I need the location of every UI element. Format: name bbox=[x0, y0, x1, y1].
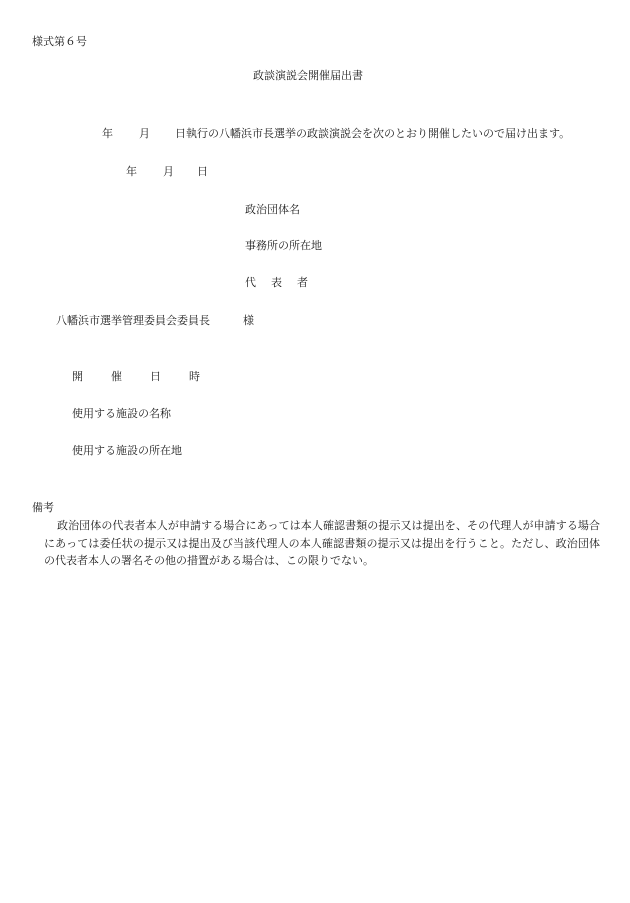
representative-label: 代 表 者 bbox=[245, 276, 310, 289]
notes-body: 政治団体の代表者本人が申請する場合にあっては本人確認書類の提示又は提出を、その代理人が申請する場合にあっては委任状の提示又は提出及び当該代理人の本人確認書類の提示又は提出を行うこと。ただし、政治団体の代表者本人の署名その他の措置がある場合は、この限りでない。 bbox=[44, 519, 600, 567]
form-number: 様式第６号 bbox=[32, 35, 87, 48]
addressee-honorific: 様 bbox=[243, 314, 254, 327]
submission-day-label: 日 bbox=[197, 165, 208, 178]
addressee-name: 八幡浜市選挙管理委員会委員長 bbox=[56, 314, 210, 327]
event-datetime-label: 開 催 日 時 bbox=[72, 370, 202, 383]
facility-name-label: 使用する施設の名称 bbox=[72, 407, 171, 420]
document-title: 政談演説会開催届出書 bbox=[253, 69, 363, 82]
facility-address-label: 使用する施設の所在地 bbox=[72, 444, 182, 457]
declaration-month-label: 月 bbox=[139, 127, 150, 140]
submission-month-label: 月 bbox=[163, 165, 174, 178]
declaration-text: 日執行の八幡浜市長選挙の政談演説会を次のとおり開催したいので届け出ます。 bbox=[175, 127, 571, 140]
submission-year-label: 年 bbox=[126, 165, 137, 178]
office-address-label: 事務所の所在地 bbox=[245, 239, 322, 252]
declaration-year-label: 年 bbox=[102, 127, 113, 140]
org-name-label: 政治団体名 bbox=[245, 203, 300, 216]
notes-heading: 備考 bbox=[32, 501, 54, 514]
